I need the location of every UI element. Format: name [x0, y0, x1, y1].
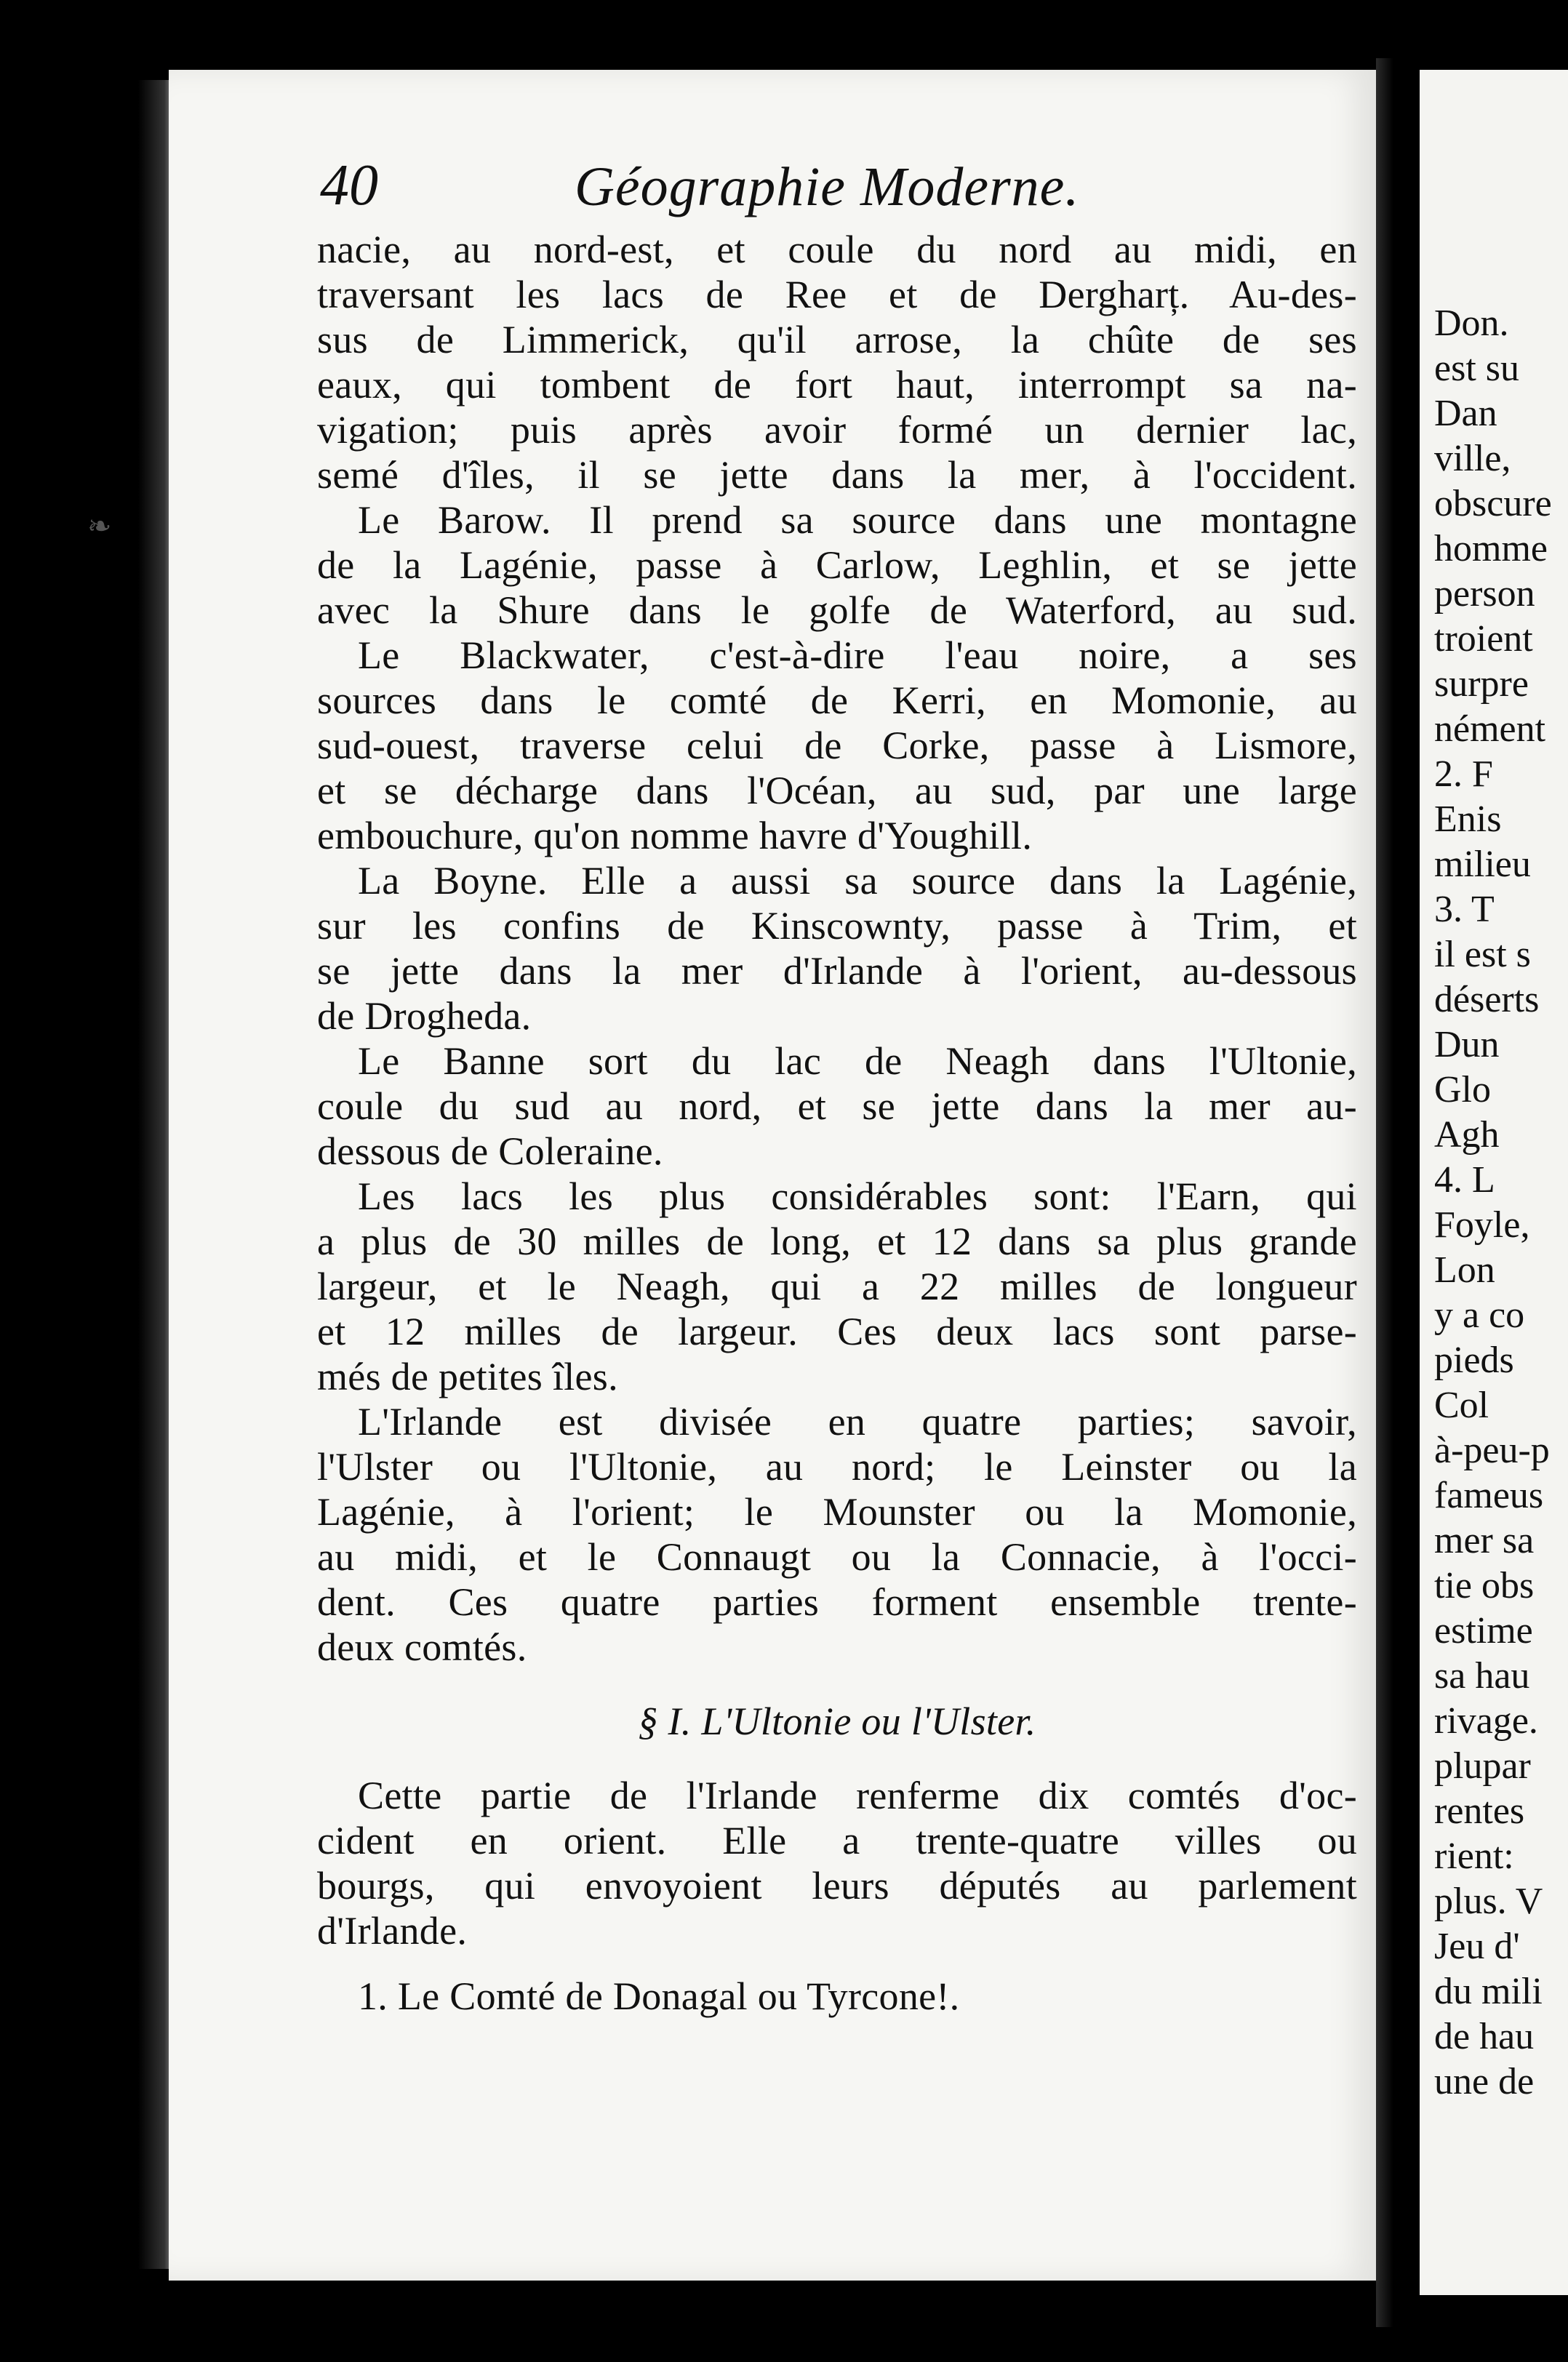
text-line: Le Barow. Il prend sa source dans une montagne — [358, 498, 1357, 542]
facing-line: nément — [1434, 708, 1546, 750]
body-text — [317, 227, 1357, 2019]
text-line: Le Banne sort du lac de Neagh dans l'Ultonie, — [358, 1039, 1357, 1083]
facing-line: déserts — [1434, 979, 1540, 1020]
text-line: cident en orient. Elle a trente-quatre villes ou — [317, 1819, 1357, 1862]
text-line: se jette dans la mer d'Irlande à l'orient, au-dessous — [317, 949, 1357, 993]
text-line: largeur, et le Neagh, qui a 22 milles de longueur — [317, 1265, 1357, 1308]
text-line: Les lacs les plus considérables sont: l'Earn, qui — [358, 1174, 1357, 1218]
text-line: L'Irlande est divisée en quatre parties; savoir, — [358, 1400, 1357, 1444]
facing-line: Glo — [1434, 1069, 1491, 1110]
facing-line: Col — [1434, 1385, 1489, 1426]
spacer — [317, 1670, 1357, 1699]
facing-line: de hau — [1434, 2016, 1535, 2057]
text-line: semé d'îles, il se jette dans la mer, à l'occident. — [317, 453, 1357, 497]
text-line: més de petites îles. — [317, 1355, 618, 1398]
facing-line: tie obs — [1434, 1565, 1535, 1606]
text-line: deux comtés. — [317, 1625, 527, 1669]
text-line: de Drogheda. — [317, 994, 532, 1038]
text-line: d'Irlande. — [317, 1909, 468, 1953]
section-heading: § I. L'Ultonie ou l'Ulster. — [638, 1700, 1036, 1743]
facing-line: person — [1434, 573, 1535, 614]
text-line: sources dans le comté de Kerri, en Momonie, au — [317, 678, 1357, 722]
facing-line: Agh — [1434, 1114, 1500, 1156]
facing-line: Enis — [1434, 798, 1502, 840]
text-line: La Boyne. Elle a aussi sa source dans la Lagénie, — [358, 859, 1357, 902]
text-line: Lagénie, à l'orient; le Mounster ou la Momonie, — [317, 1490, 1357, 1534]
facing-line: ville, — [1434, 438, 1511, 479]
facing-line: plupar — [1434, 1745, 1531, 1787]
facing-line: plus. V — [1434, 1881, 1543, 1922]
text-line: et 12 milles de largeur. Ces deux lacs sont parse- — [317, 1310, 1357, 1353]
facing-line: mer sa — [1434, 1520, 1535, 1561]
facing-line: estime — [1434, 1610, 1533, 1652]
text-line: nacie, au nord-est, et coule du nord au midi, en — [317, 228, 1357, 271]
text-line: coule du sud au nord, et se jette dans la mer au- — [317, 1084, 1357, 1128]
facing-line: il est s — [1434, 934, 1531, 975]
facing-line: Don. — [1434, 303, 1509, 344]
facing-line: 2. F — [1434, 753, 1493, 795]
spacer — [317, 1744, 1357, 1773]
facing-line: sa hau — [1434, 1655, 1530, 1697]
facing-line: surpre — [1434, 663, 1529, 705]
facing-line: 4. L — [1434, 1159, 1495, 1201]
facing-line: Lon — [1434, 1249, 1495, 1291]
facing-line: est su — [1434, 348, 1519, 389]
facing-line: Jeu d' — [1434, 1926, 1520, 1967]
text-line: sud-ouest, traverse celui de Corke, passe à Lismore, — [317, 724, 1357, 767]
text-line: et se décharge dans l'Océan, au sud, par une large — [317, 769, 1357, 812]
text-line: a plus de 30 milles de long, et 12 dans sa plus grande — [317, 1220, 1357, 1263]
facing-line: rient: — [1434, 1835, 1514, 1877]
book-gutter — [1376, 58, 1420, 2327]
subsection-heading: 1. Le Comté de Donagal ou Tyrcone!. — [358, 1974, 960, 2018]
page-header — [320, 153, 1353, 233]
facing-line: rentes — [1434, 1790, 1525, 1832]
margin-mark: ❧ — [87, 510, 112, 543]
text-line: dent. Ces quatre parties forment ensemble trente- — [317, 1580, 1357, 1624]
facing-line: homme — [1434, 528, 1548, 569]
spacer — [317, 1953, 1357, 1974]
facing-line: fameus — [1434, 1475, 1544, 1516]
text-line: vigation; puis après avoir formé un dernier lac, — [317, 408, 1357, 452]
facing-line: troient — [1434, 618, 1533, 660]
facing-line: milieu — [1434, 844, 1531, 885]
text-line: bourgs, qui envoyoient leurs députés au parlement — [317, 1864, 1357, 1907]
facing-line: du mili — [1434, 1971, 1543, 2012]
text-line: sus de Limmerick, qu'il arrose, la chûte de ses — [317, 318, 1357, 361]
facing-line: pieds — [1434, 1340, 1514, 1381]
text-line: l'Ulster ou l'Ultonie, au nord; le Leinster ou la — [317, 1445, 1357, 1489]
facing-line: Dan — [1434, 393, 1497, 434]
text-line: avec la Shure dans le golfe de Waterford, au sud. — [317, 588, 1357, 632]
facing-line: à-peu-p — [1434, 1430, 1550, 1471]
text-line: sur les confins de Kinscownty, passe à Trim, et — [317, 904, 1357, 948]
facing-line: obscure — [1434, 483, 1552, 524]
text-line: au midi, et le Connaugt ou la Connacie, à l'occi- — [317, 1535, 1357, 1579]
text-line: Cette partie de l'Irlande renferme dix comtés d'oc- — [358, 1774, 1357, 1817]
facing-page-text — [1434, 301, 1568, 2105]
text-line: Le Blackwater, c'est-à-dire l'eau noire, a ses — [358, 633, 1357, 677]
facing-line: Dun — [1434, 1024, 1500, 1065]
facing-line: y a co — [1434, 1294, 1525, 1336]
text-line: eaux, qui tombent de fort haut, interrompt sa na- — [317, 363, 1357, 407]
page-number: 40 — [320, 153, 378, 217]
facing-line: une de — [1434, 2061, 1535, 2102]
text-line: embouchure, qu'on nomme havre d'Youghill. — [317, 814, 1033, 857]
facing-page — [1420, 70, 1568, 2295]
facing-line: rivage. — [1434, 1700, 1538, 1742]
facing-line: Foyle, — [1434, 1204, 1530, 1246]
facing-line: 3. T — [1434, 889, 1495, 930]
text-line: de la Lagénie, passe à Carlow, Leghlin, et se jette — [317, 543, 1357, 587]
text-line: traversant les lacs de Ree et de Dergharț. Au-des- — [317, 273, 1357, 316]
text-line: dessous de Coleraine. — [317, 1129, 663, 1173]
running-title: Géographie Moderne. — [575, 156, 1080, 217]
